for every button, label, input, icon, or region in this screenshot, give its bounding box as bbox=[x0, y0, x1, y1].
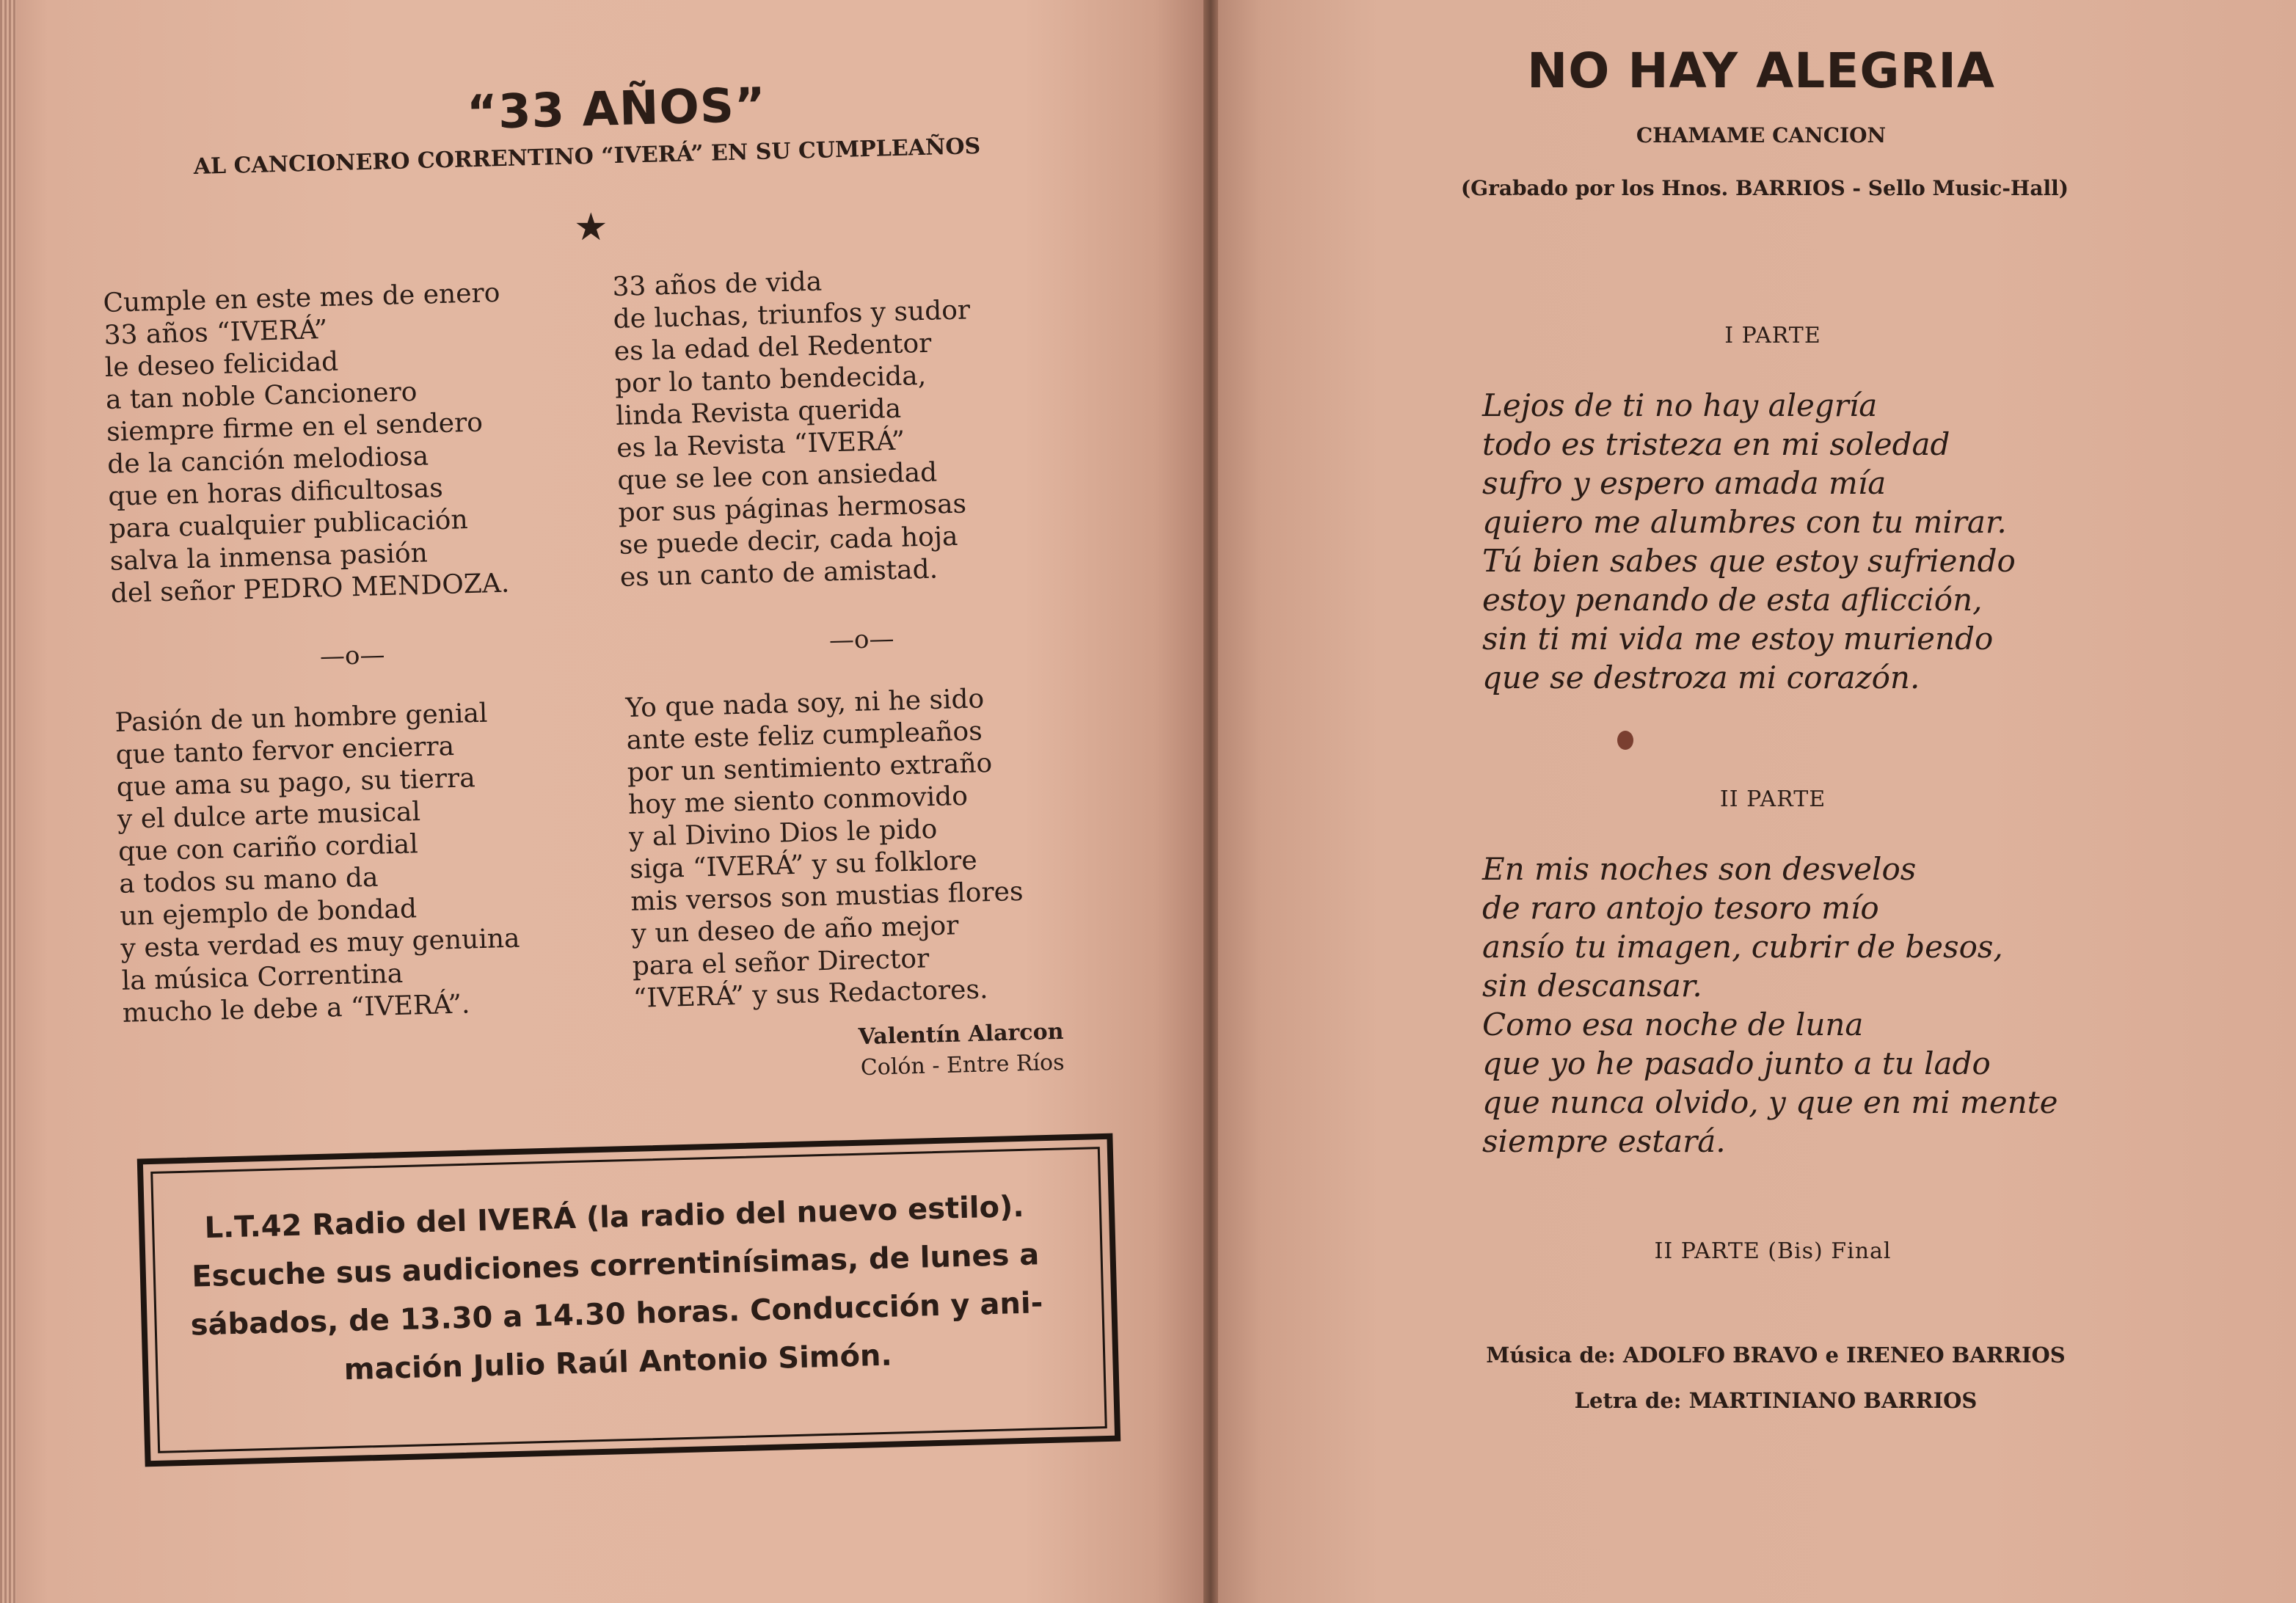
poem-signature bbox=[828, 1017, 1065, 1084]
lyric-line: que nunca olvido, y que en mi mente bbox=[1482, 1084, 2058, 1120]
poem-stanza-1 bbox=[103, 277, 510, 610]
ad-line: L.T.42 Radio del IVERÁ (la radio del nuevo estilo). bbox=[204, 1189, 1025, 1246]
poem-line: y el dulce arte musical bbox=[117, 797, 421, 835]
poem-stanza-3 bbox=[114, 697, 522, 1030]
poem-line: hoy me siento conmovido bbox=[627, 781, 969, 820]
signature-place: Colón - Entre Ríos bbox=[860, 1049, 1065, 1081]
poem-line: y esta verdad es muy genuina bbox=[120, 923, 520, 964]
lyric-line: todo es tristeza en mi soledad bbox=[1482, 426, 1950, 462]
lyric-line: de raro antojo tesoro mío bbox=[1482, 890, 1879, 926]
lyric-line: que se destroza mi corazón. bbox=[1482, 660, 1920, 695]
poem-line: ante este feliz cumpleaños bbox=[626, 716, 983, 756]
lyric-line: sin descansar. bbox=[1482, 968, 1702, 1004]
lyric-line: sin ti mi vida me estoy muriendo bbox=[1482, 621, 1994, 657]
poem-line: un ejemplo de bondad bbox=[119, 894, 418, 932]
poem-line: que ama su pago, su tierra bbox=[116, 763, 476, 803]
poem-line: Pasión de un hombre genial bbox=[114, 698, 488, 738]
poem-line: por lo tanto bendecida, bbox=[614, 360, 927, 399]
poem-line: 33 años “IVERÁ” bbox=[103, 315, 328, 351]
poem-line: del señor PEDRO MENDOZA. bbox=[110, 568, 510, 609]
signature-name: Valentín Alarcon bbox=[858, 1018, 1064, 1051]
poem-line: salva la inmensa pasión bbox=[109, 538, 429, 577]
lyric-line: estoy penando de esta aflicción, bbox=[1482, 582, 1983, 618]
poem-line: que con cariño cordial bbox=[117, 829, 419, 867]
part-1-lyrics bbox=[1482, 386, 2016, 697]
poem-line: para cualquier publicación bbox=[109, 505, 469, 544]
lyric-line: Como esa noche de luna bbox=[1482, 1007, 1864, 1043]
lyric-line: Lejos de ti no hay alegría bbox=[1482, 387, 1878, 423]
song-genre: CHAMAME CANCION bbox=[1636, 123, 1887, 147]
poem-line: y un deseo de año mejor bbox=[631, 910, 959, 949]
poem-line: siempre firme en el sendero bbox=[106, 407, 484, 448]
poem-line: le deseo felicidad bbox=[104, 346, 339, 383]
poem-line: la música Correntina bbox=[121, 958, 404, 996]
poem-line: de la canción melodiosa bbox=[106, 441, 429, 480]
ad-line: mación Julio Raúl Antonio Simón. bbox=[343, 1338, 893, 1387]
lyric-line: siempre estará. bbox=[1482, 1123, 1726, 1159]
music-credit: Música de: ADOLFO BRAVO e IRENEO BARRIOS bbox=[1486, 1343, 2066, 1368]
lyric-line: quiero me alumbres con tu mirar. bbox=[1482, 504, 2007, 540]
part-2-lyrics bbox=[1482, 850, 2058, 1161]
book-edge bbox=[0, 0, 16, 1603]
part-1-heading: I PARTE bbox=[1724, 323, 1821, 348]
radio-advertisement-text bbox=[173, 1182, 1058, 1398]
stanza-separator: —o— bbox=[828, 624, 894, 656]
radio-advertisement-box bbox=[137, 1133, 1121, 1467]
poem-line: mucho le debe a “IVERÁ”. bbox=[122, 989, 470, 1029]
poem-line: a tan noble Cancionero bbox=[105, 376, 418, 415]
part-2-bis-final: II PARTE (Bis) Final bbox=[1654, 1238, 1892, 1264]
poem-stanza-2 bbox=[612, 262, 977, 594]
song-title: NO HAY ALEGRIA bbox=[1527, 43, 1995, 99]
ad-line: Escuche sus audiciones correntinísimas, de lunes a bbox=[191, 1238, 1040, 1294]
lyric-line: En mis noches son desvelos bbox=[1482, 851, 1917, 887]
lyric-line: Tú bien sabes que estoy sufriendo bbox=[1482, 543, 2016, 579]
poem-line: que en horas dificultosas bbox=[107, 472, 444, 512]
lyric-line: ansío tu imagen, cubrir de besos, bbox=[1482, 929, 2003, 965]
poem-line: es la Revista “IVERÁ” bbox=[616, 426, 905, 464]
poem-line: es la edad del Redentor bbox=[613, 328, 932, 367]
poem-line: por un sentimiento extraño bbox=[627, 748, 993, 788]
poem-line: de luchas, triunfos y sudor bbox=[613, 295, 971, 335]
left-page-dedication: AL CANCIONERO CORRENTINO “IVERÁ” EN SU CUMPLEAÑOS bbox=[193, 133, 981, 180]
poem-line: linda Revista querida bbox=[615, 393, 902, 431]
stanza-separator: —o— bbox=[319, 640, 385, 672]
poem-line: y al Divino Dios le pido bbox=[628, 814, 938, 852]
poem-line: que se lee con ansiedad bbox=[616, 457, 938, 496]
lyrics-credit: Letra de: MARTINIANO BARRIOS bbox=[1574, 1388, 1978, 1413]
poem-line: por sus páginas hermosas bbox=[618, 489, 967, 528]
poem-line: Yo que nada soy, ni he sido bbox=[625, 684, 985, 723]
lyric-line: que yo he pasado junto a tu lado bbox=[1482, 1045, 1991, 1081]
ad-line: sábados, de 13.30 a 14.30 horas. Conducción y ani- bbox=[190, 1286, 1043, 1343]
poem-line: para el señor Director bbox=[632, 943, 930, 982]
part-2-heading: II PARTE bbox=[1719, 786, 1826, 812]
left-page-title: “33 AÑOS” bbox=[466, 78, 767, 141]
poem-line: “IVERÁ” y sus Redactores. bbox=[633, 974, 988, 1014]
star-icon: ★ bbox=[574, 205, 608, 249]
lyric-line: sufro y espero amada mía bbox=[1482, 465, 1887, 501]
poem-line: es un canto de amistad. bbox=[619, 554, 939, 593]
poem-line: se puede decir, cada hoja bbox=[619, 521, 958, 560]
poem-stanza-4 bbox=[625, 682, 1026, 1015]
poem-line: 33 años de vida bbox=[612, 266, 823, 302]
poem-line: mis versos son mustias flores bbox=[630, 876, 1024, 917]
poem-line: siga “IVERÁ” y su folklore bbox=[629, 845, 978, 885]
book-gutter bbox=[1203, 0, 1218, 1603]
ink-stain bbox=[1617, 731, 1633, 750]
recording-credit: (Grabado por los Hnos. BARRIOS - Sello Music-Hall) bbox=[1460, 176, 2069, 200]
poem-line: que tanto fervor encierra bbox=[115, 731, 455, 770]
poem-line: Cumple en este mes de enero bbox=[103, 277, 500, 318]
poem-line: a todos su mano da bbox=[118, 862, 379, 899]
